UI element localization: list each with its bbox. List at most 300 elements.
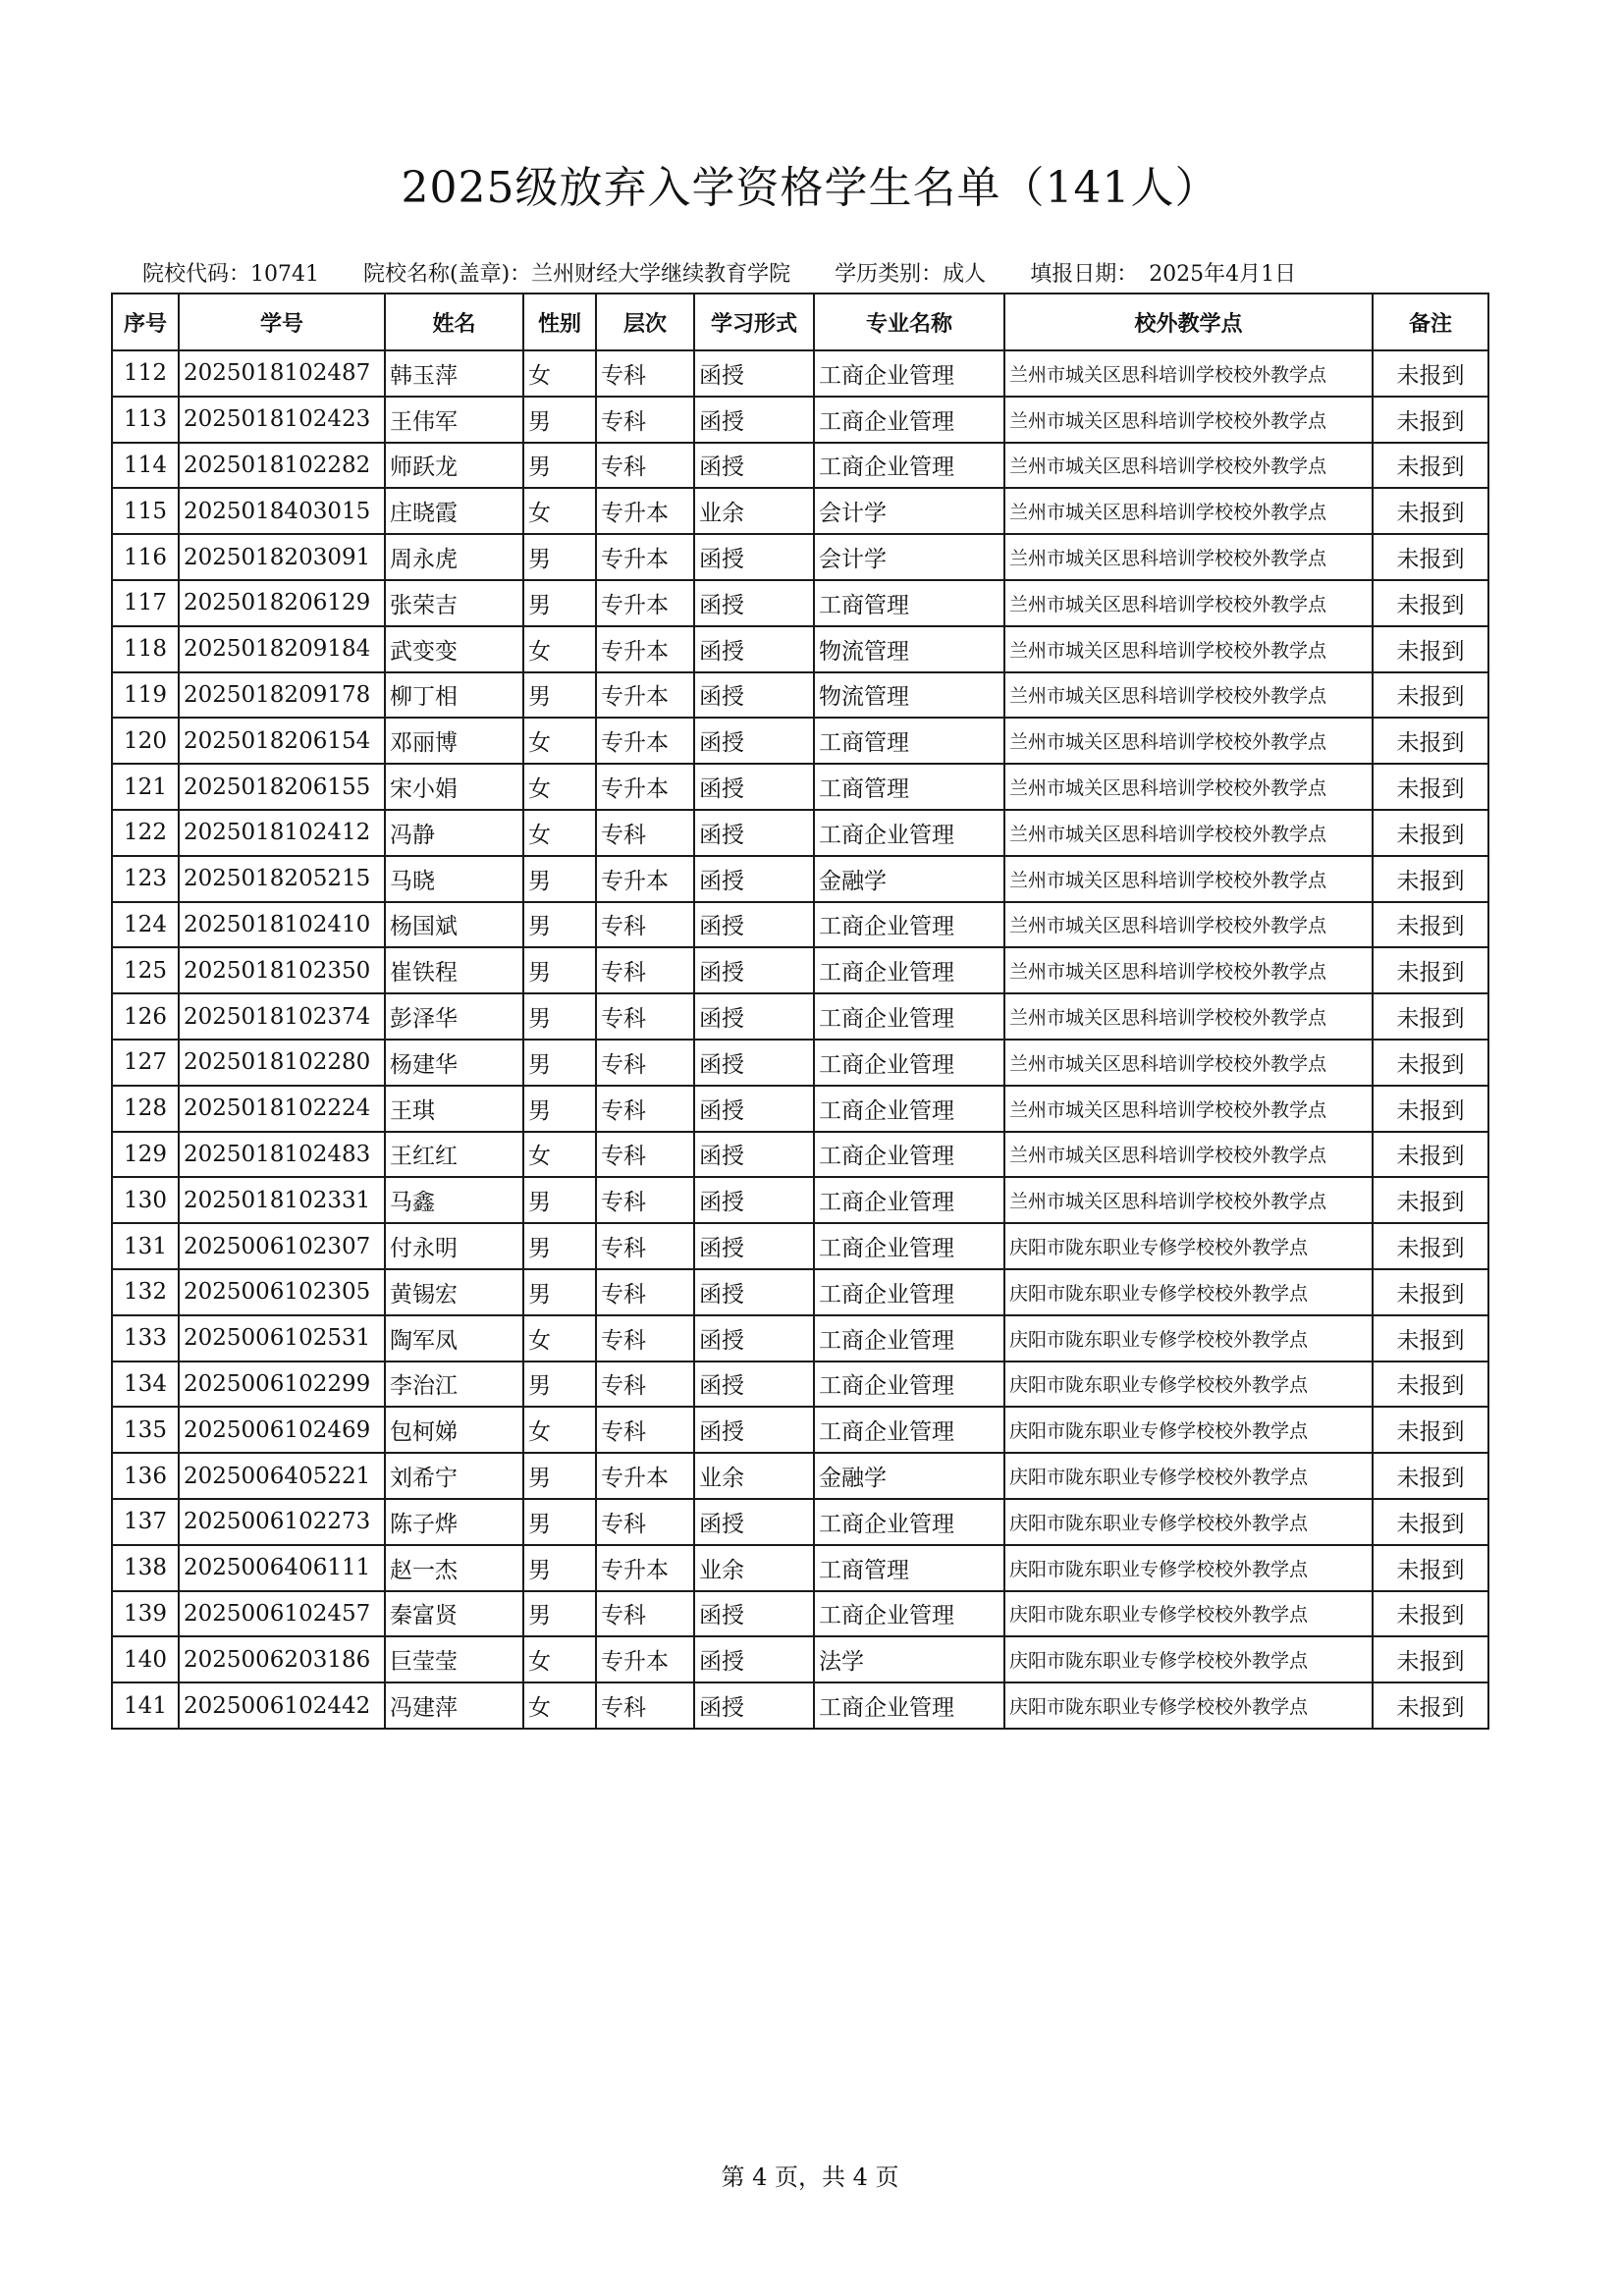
remark: 未报到 [1373,580,1488,626]
teaching-site: 庆阳市陇东职业专修学校校外教学点 [1004,1269,1373,1315]
table-row [112,1591,1488,1637]
teaching-site: 兰州市城关区思科培训学校校外教学点 [1004,626,1373,672]
level: 专科 [596,1499,694,1545]
table-row [112,1223,1488,1269]
table-row [112,947,1488,993]
row-index: 122 [112,810,179,856]
teaching-site: 兰州市城关区思科培训学校校外教学点 [1004,764,1373,810]
table-row [112,1132,1488,1178]
study-mode: 函授 [694,1086,814,1132]
row-index: 118 [112,626,179,672]
level: 专科 [596,443,694,489]
level: 专升本 [596,764,694,810]
teaching-site: 庆阳市陇东职业专修学校校外教学点 [1004,1223,1373,1269]
remark: 未报到 [1373,1223,1488,1269]
row-index: 136 [112,1453,179,1499]
student-name: 杨国斌 [385,902,523,948]
major: 工商管理 [814,1545,1004,1591]
teaching-site: 庆阳市陇东职业专修学校校外教学点 [1004,1362,1373,1408]
student-id: 2025018102350 [179,947,385,993]
study-mode: 函授 [694,626,814,672]
level: 专科 [596,1223,694,1269]
gender: 男 [523,1177,596,1223]
student-id: 2025006405221 [179,1453,385,1499]
student-name: 师跃龙 [385,443,523,489]
table-row [112,764,1488,810]
table-row [112,1177,1488,1223]
student-name: 彭泽华 [385,993,523,1040]
gender: 男 [523,1362,596,1408]
teaching-site: 兰州市城关区思科培训学校校外教学点 [1004,488,1373,534]
student-id: 2025006102299 [179,1362,385,1408]
remark: 未报到 [1373,856,1488,902]
major: 工商企业管理 [814,1269,1004,1315]
level: 专升本 [596,488,694,534]
level: 专升本 [596,1636,694,1682]
row-index: 117 [112,580,179,626]
teaching-site: 兰州市城关区思科培训学校校外教学点 [1004,1086,1373,1132]
row-index: 128 [112,1086,179,1132]
level: 专科 [596,397,694,443]
major: 工商管理 [814,580,1004,626]
student-id: 2025018205215 [179,856,385,902]
major: 工商企业管理 [814,1315,1004,1362]
remark: 未报到 [1373,1682,1488,1729]
gender: 女 [523,810,596,856]
remark: 未报到 [1373,902,1488,948]
major: 工商企业管理 [814,1499,1004,1545]
table-row [112,1407,1488,1453]
row-index: 135 [112,1407,179,1453]
remark: 未报到 [1373,1636,1488,1682]
teaching-site: 庆阳市陇东职业专修学校校外教学点 [1004,1407,1373,1453]
major: 工商企业管理 [814,947,1004,993]
row-index: 116 [112,534,179,580]
row-index: 138 [112,1545,179,1591]
gender: 男 [523,443,596,489]
student-id: 2025018206129 [179,580,385,626]
level: 专升本 [596,856,694,902]
row-index: 124 [112,902,179,948]
study-mode: 函授 [694,443,814,489]
major: 工商企业管理 [814,1682,1004,1729]
student-name: 马晓 [385,856,523,902]
table-row [112,1362,1488,1408]
study-mode: 函授 [694,993,814,1040]
remark: 未报到 [1373,1453,1488,1499]
study-mode: 函授 [694,1315,814,1362]
study-mode: 函授 [694,1040,814,1086]
student-name: 武变变 [385,626,523,672]
level: 专科 [596,1269,694,1315]
teaching-site: 庆阳市陇东职业专修学校校外教学点 [1004,1315,1373,1362]
remark: 未报到 [1373,993,1488,1040]
study-mode: 业余 [694,1453,814,1499]
row-index: 137 [112,1499,179,1545]
level: 专科 [596,1177,694,1223]
table-row [112,1545,1488,1591]
major: 工商管理 [814,764,1004,810]
student-id: 2025006102457 [179,1591,385,1637]
level: 专科 [596,947,694,993]
remark: 未报到 [1373,1086,1488,1132]
table-row [112,350,1488,397]
study-mode: 函授 [694,672,814,719]
student-id: 2025006102273 [179,1499,385,1545]
table-row [112,1269,1488,1315]
major: 法学 [814,1636,1004,1682]
teaching-site: 兰州市城关区思科培训学校校外教学点 [1004,1177,1373,1223]
teaching-site: 兰州市城关区思科培训学校校外教学点 [1004,993,1373,1040]
table-row [112,718,1488,764]
level: 专科 [596,902,694,948]
gender: 男 [523,397,596,443]
gender: 女 [523,1636,596,1682]
row-index: 126 [112,993,179,1040]
gender: 女 [523,764,596,810]
student-name: 王伟军 [385,397,523,443]
study-mode: 函授 [694,580,814,626]
study-mode: 函授 [694,534,814,580]
gender: 男 [523,1453,596,1499]
teaching-site: 兰州市城关区思科培训学校校外教学点 [1004,718,1373,764]
remark: 未报到 [1373,397,1488,443]
level: 专升本 [596,534,694,580]
gender: 男 [523,580,596,626]
remark: 未报到 [1373,443,1488,489]
student-name: 王红红 [385,1132,523,1178]
page-footer: 第 4 页，共 4 页 [721,2163,899,2191]
student-id: 2025006102307 [179,1223,385,1269]
remark: 未报到 [1373,718,1488,764]
student-id: 2025018102423 [179,397,385,443]
student-id: 2025018102483 [179,1132,385,1178]
table-row [112,1040,1488,1086]
level: 专科 [596,1682,694,1729]
remark: 未报到 [1373,626,1488,672]
row-index: 139 [112,1591,179,1637]
study-mode: 函授 [694,1132,814,1178]
study-mode: 函授 [694,1269,814,1315]
table-row [112,534,1488,580]
level: 专科 [596,1315,694,1362]
gender: 男 [523,1591,596,1637]
study-mode: 函授 [694,718,814,764]
student-id: 2025006102531 [179,1315,385,1362]
gender: 男 [523,1269,596,1315]
student-id: 2025018206155 [179,764,385,810]
student-name: 邓丽博 [385,718,523,764]
row-index: 123 [112,856,179,902]
study-mode: 函授 [694,1177,814,1223]
teaching-site: 兰州市城关区思科培训学校校外教学点 [1004,810,1373,856]
fill-date: 填报日期： 2025年4月1日 [1030,262,1297,287]
study-mode: 函授 [694,1407,814,1453]
row-index: 115 [112,488,179,534]
table-row [112,580,1488,626]
student-name: 陈子烨 [385,1499,523,1545]
teaching-site: 庆阳市陇东职业专修学校校外教学点 [1004,1591,1373,1637]
gender: 男 [523,672,596,719]
teaching-site: 兰州市城关区思科培训学校校外教学点 [1004,1040,1373,1086]
remark: 未报到 [1373,350,1488,397]
level: 专科 [596,350,694,397]
level: 专科 [596,1040,694,1086]
teaching-site: 庆阳市陇东职业专修学校校外教学点 [1004,1453,1373,1499]
student-id: 2025018403015 [179,488,385,534]
edu-type: 学历类别：成人 [835,262,987,287]
major: 工商企业管理 [814,902,1004,948]
gender: 男 [523,1499,596,1545]
student-id: 2025006203186 [179,1636,385,1682]
row-index: 119 [112,672,179,719]
student-name: 秦富贤 [385,1591,523,1637]
student-id: 2025018102410 [179,902,385,948]
teaching-site: 兰州市城关区思科培训学校校外教学点 [1004,902,1373,948]
student-name: 王琪 [385,1086,523,1132]
student-name: 崔铁程 [385,947,523,993]
table-row [112,626,1488,672]
study-mode: 函授 [694,947,814,993]
row-index: 131 [112,1223,179,1269]
student-name: 李治江 [385,1362,523,1408]
student-id: 2025006102469 [179,1407,385,1453]
header-name: 姓名 [385,294,523,350]
student-name: 柳丁相 [385,672,523,719]
gender: 男 [523,1086,596,1132]
study-mode: 函授 [694,1362,814,1408]
remark: 未报到 [1373,764,1488,810]
row-index: 113 [112,397,179,443]
remark: 未报到 [1373,534,1488,580]
table-row [112,1453,1488,1499]
remark: 未报到 [1373,947,1488,993]
remark: 未报到 [1373,1177,1488,1223]
table-row [112,856,1488,902]
row-index: 114 [112,443,179,489]
teaching-site: 兰州市城关区思科培训学校校外教学点 [1004,443,1373,489]
teaching-site: 兰州市城关区思科培训学校校外教学点 [1004,580,1373,626]
study-mode: 函授 [694,1682,814,1729]
remark: 未报到 [1373,1362,1488,1408]
row-index: 120 [112,718,179,764]
teaching-site: 兰州市城关区思科培训学校校外教学点 [1004,947,1373,993]
student-name: 周永虎 [385,534,523,580]
level: 专科 [596,993,694,1040]
teaching-site: 兰州市城关区思科培训学校校外教学点 [1004,534,1373,580]
header-index: 序号 [112,294,179,350]
student-table [111,293,1489,1730]
gender: 女 [523,350,596,397]
major: 工商企业管理 [814,1132,1004,1178]
table-header-row [112,294,1488,350]
table-row [112,902,1488,948]
teaching-site: 兰州市城关区思科培训学校校外教学点 [1004,856,1373,902]
gender: 女 [523,626,596,672]
study-mode: 函授 [694,856,814,902]
gender: 男 [523,1545,596,1591]
table-row [112,1315,1488,1362]
gender: 女 [523,1682,596,1729]
row-index: 134 [112,1362,179,1408]
major: 工商企业管理 [814,1407,1004,1453]
student-name: 马鑫 [385,1177,523,1223]
header-level: 层次 [596,294,694,350]
table-row [112,993,1488,1040]
table-row [112,488,1488,534]
level: 专升本 [596,1545,694,1591]
gender: 女 [523,1315,596,1362]
student-id: 2025018209178 [179,672,385,719]
teaching-site: 兰州市城关区思科培训学校校外教学点 [1004,350,1373,397]
gender: 女 [523,488,596,534]
student-id: 2025018102280 [179,1040,385,1086]
major: 工商企业管理 [814,1040,1004,1086]
level: 专科 [596,810,694,856]
row-index: 125 [112,947,179,993]
header-study-mode: 学习形式 [694,294,814,350]
gender: 男 [523,947,596,993]
student-name: 赵一杰 [385,1545,523,1591]
header-major: 专业名称 [814,294,1004,350]
major: 会计学 [814,534,1004,580]
study-mode: 函授 [694,1223,814,1269]
study-mode: 函授 [694,1591,814,1637]
row-index: 112 [112,350,179,397]
student-name: 巨莹莹 [385,1636,523,1682]
study-mode: 函授 [694,1499,814,1545]
student-name: 韩玉萍 [385,350,523,397]
row-index: 130 [112,1177,179,1223]
major: 工商企业管理 [814,443,1004,489]
table-row [112,810,1488,856]
study-mode: 函授 [694,350,814,397]
header-teaching-site: 校外教学点 [1004,294,1373,350]
major: 金融学 [814,856,1004,902]
student-id: 2025018102282 [179,443,385,489]
student-id: 2025018209184 [179,626,385,672]
student-id: 2025006102442 [179,1682,385,1729]
meta-line [142,257,1333,288]
table-row [112,1682,1488,1729]
study-mode: 函授 [694,902,814,948]
major: 会计学 [814,488,1004,534]
table-row [112,1636,1488,1682]
level: 专升本 [596,1453,694,1499]
remark: 未报到 [1373,1591,1488,1637]
remark: 未报到 [1373,1315,1488,1362]
student-name: 杨建华 [385,1040,523,1086]
student-name: 陶军凤 [385,1315,523,1362]
remark: 未报到 [1373,672,1488,719]
major: 工商企业管理 [814,1086,1004,1132]
row-index: 127 [112,1040,179,1086]
gender: 男 [523,993,596,1040]
level: 专升本 [596,672,694,719]
student-id: 2025018102412 [179,810,385,856]
header-remark: 备注 [1373,294,1488,350]
student-name: 张荣吉 [385,580,523,626]
remark: 未报到 [1373,1545,1488,1591]
student-id: 2025018102331 [179,1177,385,1223]
student-name: 刘希宁 [385,1453,523,1499]
student-id: 2025006406111 [179,1545,385,1591]
teaching-site: 庆阳市陇东职业专修学校校外教学点 [1004,1499,1373,1545]
level: 专科 [596,1362,694,1408]
teaching-site: 兰州市城关区思科培训学校校外教学点 [1004,1132,1373,1178]
student-id: 2025018102224 [179,1086,385,1132]
level: 专升本 [596,718,694,764]
gender: 男 [523,856,596,902]
major: 物流管理 [814,672,1004,719]
remark: 未报到 [1373,1407,1488,1453]
student-id: 2025018102487 [179,350,385,397]
remark: 未报到 [1373,488,1488,534]
page-title: 2025级放弃入学资格学生名单（141人） [401,163,1219,213]
study-mode: 函授 [694,764,814,810]
study-mode: 函授 [694,397,814,443]
table-row [112,1086,1488,1132]
major: 物流管理 [814,626,1004,672]
major: 工商企业管理 [814,810,1004,856]
student-id: 2025006102305 [179,1269,385,1315]
major: 工商企业管理 [814,993,1004,1040]
row-index: 133 [112,1315,179,1362]
gender: 男 [523,534,596,580]
study-mode: 业余 [694,488,814,534]
remark: 未报到 [1373,1132,1488,1178]
row-index: 140 [112,1636,179,1682]
level: 专科 [596,1086,694,1132]
teaching-site: 兰州市城关区思科培训学校校外教学点 [1004,397,1373,443]
major: 工商企业管理 [814,1362,1004,1408]
study-mode: 业余 [694,1545,814,1591]
student-id: 2025018102374 [179,993,385,1040]
remark: 未报到 [1373,1269,1488,1315]
level: 专科 [596,1407,694,1453]
row-index: 121 [112,764,179,810]
student-id: 2025018203091 [179,534,385,580]
student-name: 庄晓霞 [385,488,523,534]
remark: 未报到 [1373,1040,1488,1086]
major: 工商企业管理 [814,1223,1004,1269]
school-name: 院校名称(盖章)：兰州财经大学继续教育学院 [363,262,791,287]
table-row [112,443,1488,489]
level: 专科 [596,1591,694,1637]
level: 专科 [596,1132,694,1178]
table-row [112,672,1488,719]
gender: 女 [523,1132,596,1178]
major: 金融学 [814,1453,1004,1499]
gender: 男 [523,1223,596,1269]
major: 工商企业管理 [814,1591,1004,1637]
teaching-site: 兰州市城关区思科培训学校校外教学点 [1004,672,1373,719]
major: 工商企业管理 [814,1177,1004,1223]
level: 专升本 [596,580,694,626]
remark: 未报到 [1373,810,1488,856]
student-name: 宋小娟 [385,764,523,810]
gender: 女 [523,718,596,764]
student-name: 黄锡宏 [385,1269,523,1315]
school-code: 院校代码：10741 [142,262,319,287]
gender: 男 [523,902,596,948]
remark: 未报到 [1373,1499,1488,1545]
major: 工商管理 [814,718,1004,764]
row-index: 129 [112,1132,179,1178]
major: 工商企业管理 [814,350,1004,397]
study-mode: 函授 [694,810,814,856]
row-index: 141 [112,1682,179,1729]
